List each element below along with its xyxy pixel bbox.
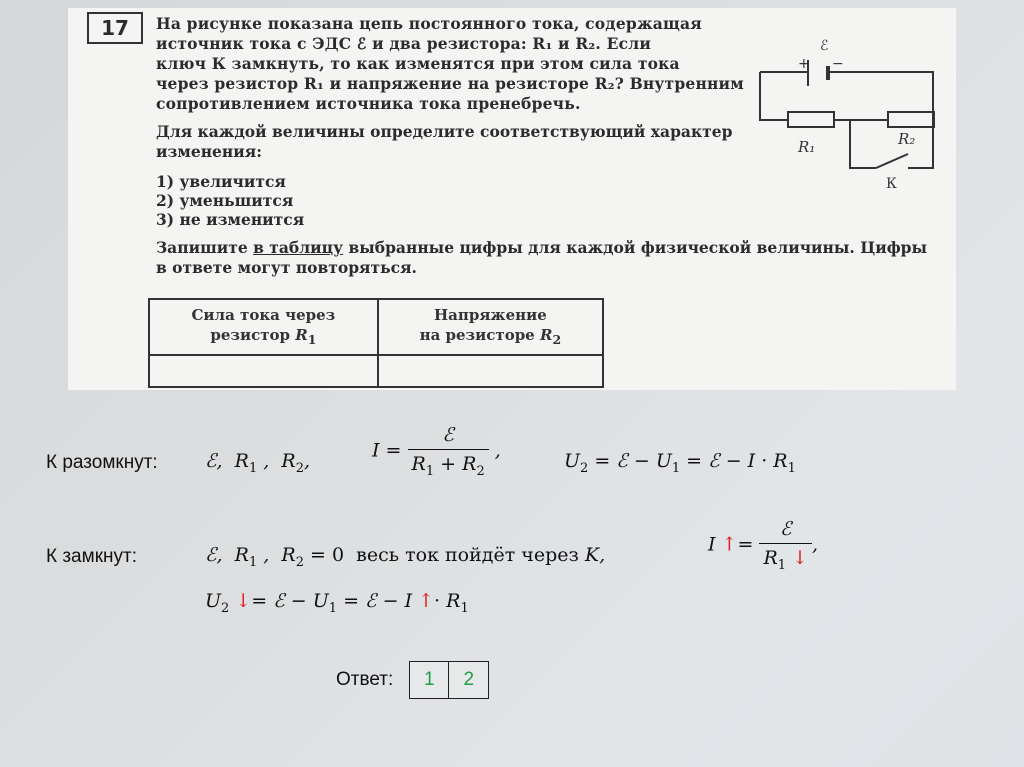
key-label: К (886, 176, 897, 190)
statement-line: через резистор R₁ и напряжение на резисторе R₂? Внутренним (156, 74, 744, 93)
options-list (156, 172, 304, 229)
table-header-current: Сила тока через резистор $R_1$ (149, 299, 378, 355)
answer-table (148, 298, 604, 388)
answer-label: Ответ: (336, 669, 394, 690)
r1-label: R₁ (798, 138, 816, 156)
problem-number: 17 (87, 12, 143, 44)
r2-label: R₂ (898, 130, 916, 148)
table-cell (149, 355, 378, 387)
statement-line: ключ К замкнуть, то как изменятся при этом сила тока (156, 54, 680, 73)
closed-voltage-formula: $U_2$ ↓= ℰ − $U_1$ = ℰ − I ↑· $R_1$ (205, 590, 469, 616)
closed-case-label: К замкнут: (46, 546, 137, 567)
open-case-row (46, 430, 158, 473)
problem-statement (156, 14, 744, 114)
closed-current-formula: I ↑= $\frac{\text{ℰ}}{R_1 ↓}$ , (708, 518, 819, 573)
open-givens: ℰ, $R_1$ , $R_2$, (205, 450, 311, 476)
final-answer (336, 661, 489, 699)
arrow-up-icon: ↑ (418, 590, 435, 612)
option-item: 1) увеличится (156, 172, 286, 191)
answer-cell: 1 (409, 661, 449, 699)
circuit-diagram (748, 20, 948, 190)
option-item: 2) уменьшится (156, 191, 294, 210)
arrow-down-icon: ↓ (792, 547, 808, 569)
instruction (156, 122, 732, 162)
open-case-label: К разомкнут: (46, 452, 158, 473)
table-header-voltage: Напряжение на резисторе $R_2$ (378, 299, 603, 355)
emf-label: ℰ (820, 38, 829, 54)
plus-sign: + (798, 56, 810, 72)
table-cell (378, 355, 603, 387)
statement-line: источник тока с ЭДС ℰ и два резистора: R₁ и R₂. Если (156, 34, 652, 53)
open-voltage-formula: $U_2$ = ℰ − $U_1$ = ℰ − $I \cdot R_1$ (564, 450, 796, 476)
minus-sign: − (832, 56, 844, 72)
statement-line: На рисунке показана цепь постоянного тока, содержащая (156, 14, 702, 33)
closed-text: весь ток пойдёт через (356, 544, 579, 566)
arrow-up-icon: ↑ (721, 533, 738, 556)
instruction-line: изменения: (156, 142, 262, 161)
arrow-down-icon: ↓ (235, 590, 252, 612)
statement-line: сопротивлением источника тока пренебречь. (156, 94, 581, 113)
instruction-line: Для каждой величины определите соответствующий характер (156, 122, 733, 141)
answer-cell: 2 (449, 661, 489, 699)
write-instruction: Запишите в таблицу выбранные цифры для каждой физической величины. Цифры в ответе могут повторяться. (156, 238, 928, 277)
problem-scan (68, 8, 956, 390)
closed-givens: ℰ, $R_1$ , $R_2 = 0$ весь ток пойдёт через K, (205, 544, 606, 570)
option-item: 3) не изменится (156, 210, 305, 229)
open-current-formula: I = $\frac{\text{ℰ}}{R_1 + R_2}$ , (372, 424, 501, 479)
